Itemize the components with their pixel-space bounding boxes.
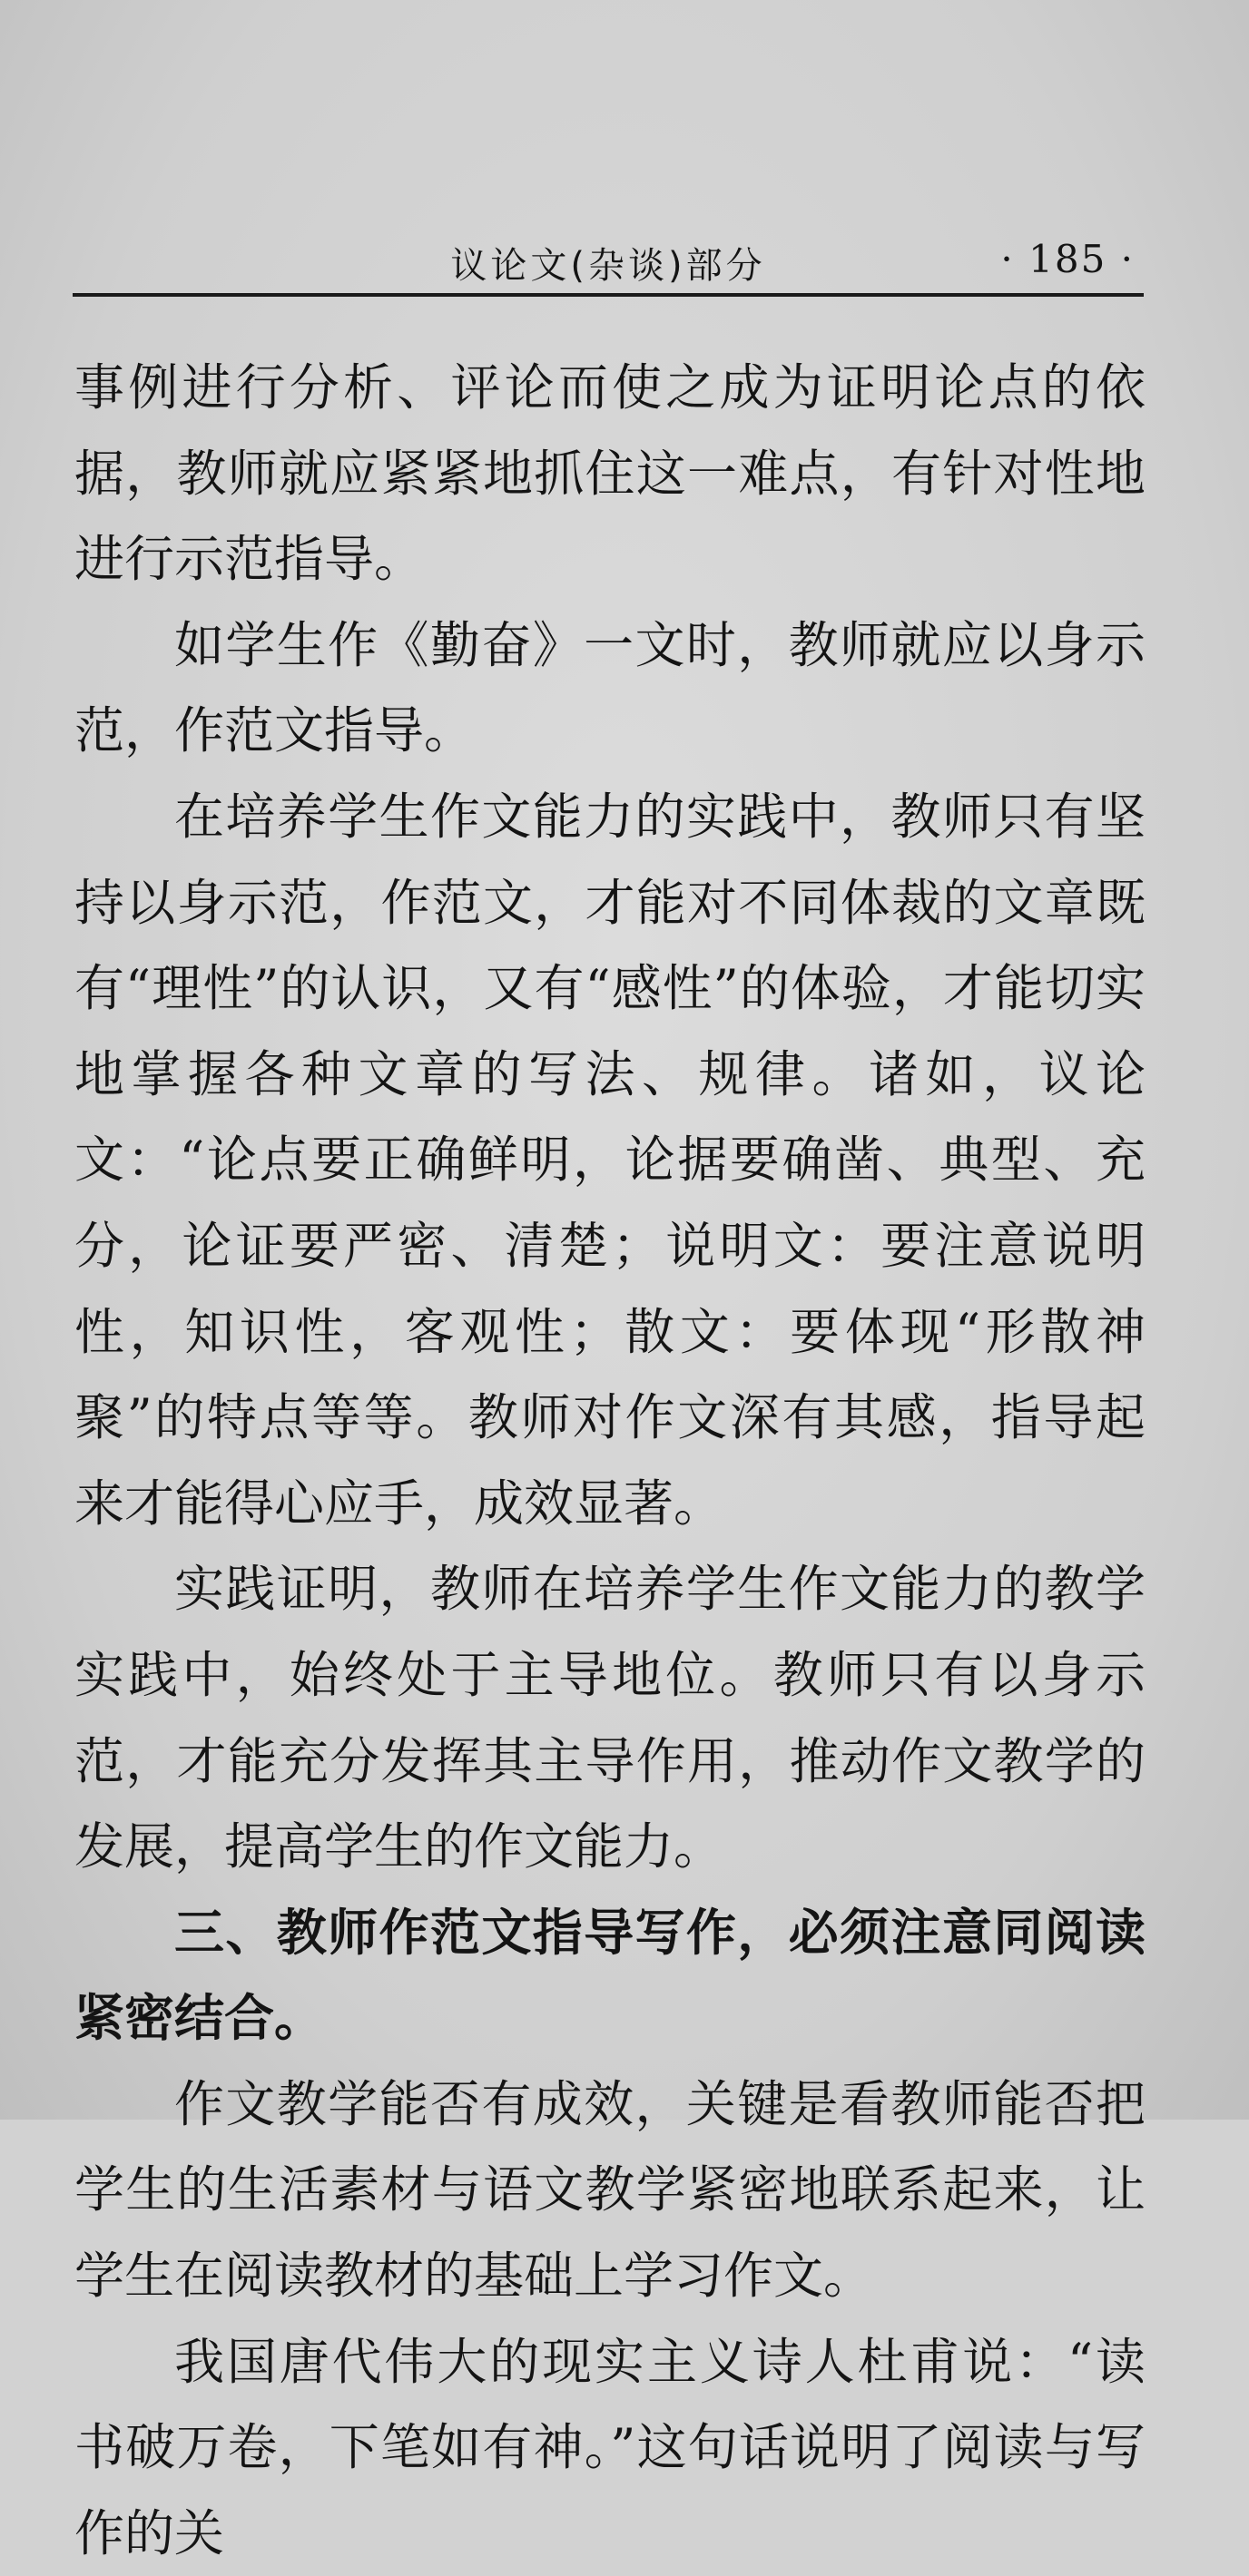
paragraph: 我国唐代伟大的现实主义诗人杜甫说：“读书破万卷，下笔如有神。”这句话说明了阅读与写作的关 xyxy=(74,2332,1146,2562)
paragraph: 如学生作《勤奋》一文时，教师就应以身示范，作范文指导。 xyxy=(74,615,1146,760)
paragraph: 在培养学生作文能力的实践中，教师只有坚持以身示范，作范文，才能对不同体裁的文章既有“理性”的认识，又有“感性”的体验，才能切实地掌握各种文章的写法、规律。诸如，议论文：“论点要正确鲜明，论据要确凿、典型、充分，论证要严密、清楚；说明文：要注意说明性，知识性，客观性；散文：要体现“形散神聚”的特点等等。教师对作文深有其感，指导起来才能得心应手，成效显著。 xyxy=(74,787,1146,1533)
paragraph: 实践证明，教师在培养学生作文能力的教学实践中，始终处于主导地位。教师只有以身示范，才能充分发挥其主导作用，推动作文教学的发展，提高学生的作文能力。 xyxy=(74,1560,1146,1876)
section-heading: 三、教师作范文指导写作，必须注意同阅读紧密结合。 xyxy=(74,1903,1146,2048)
paragraph-continued: 事例进行分析、评论而使之成为证明论点的依据，教师就应紧紧地抓住这一难点，有针对性地进行示范指导。 xyxy=(74,358,1146,589)
page-number: · 185 · xyxy=(1000,237,1135,281)
body-text xyxy=(74,345,1146,2576)
paragraph: 作文教学能否有成效，关键是看教师能否把学生的生活素材与语文教学紧密地联系起来，让学生在阅读教材的基础上学习作文。 xyxy=(74,2074,1146,2306)
page-header xyxy=(73,222,1144,297)
running-title: 议论文(杂谈)部分 xyxy=(450,245,766,287)
